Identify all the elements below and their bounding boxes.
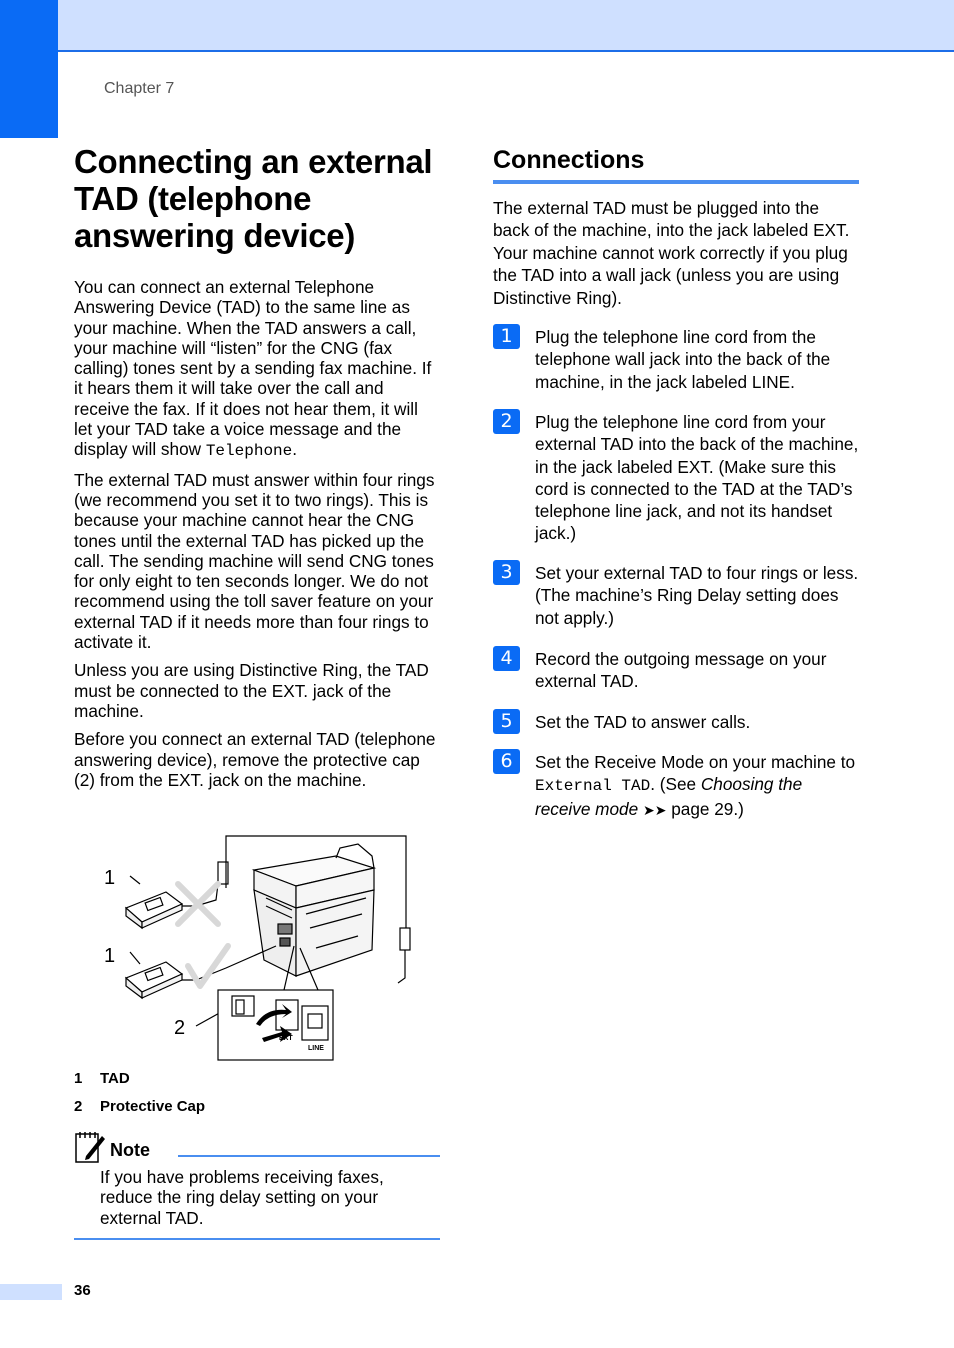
callout-2: 2 [174,1017,186,1039]
left-column [74,277,440,798]
callout-1: 1 [104,867,116,889]
note-title: Note [110,1140,150,1160]
paragraph-distinctive-ring: Unless you are using Distinctive Ring, the TAD must be connected to the EXT. jack of the machine. [74,660,429,721]
check-icon [188,946,228,986]
step-text: Plug the telephone line cord from your external TAD into the back of the machine, in the jack labeled EXT. (Make sure this cord is connected to the TAD at the TAD’s telephone line jack, and not its handset jack.) [535,412,859,544]
tad-icon [126,962,182,998]
paragraph-rings: The external TAD must answer within four rings (we recommend you set it to two rings). This is because your machine cannot hear the CNG tones until the external TAD has picked up the call. The sending machine will send CNG tones for only eight to ten seconds longer. We do not recommend using the toll saver feature on your external TAD if it needs more than four rings to activate it. [74,469,435,653]
cross-icon [178,884,218,924]
step-text: Set the TAD to answer calls. [535,712,751,732]
ext-label: EXT [279,1035,293,1042]
step-text: Set your external TAD to four rings or less. (The machine’s Ring Delay setting does not apply.) [535,563,859,628]
note-divider [178,1155,440,1157]
display-text: Telephone [205,442,293,461]
receive-mode-value: External TAD [535,777,651,796]
legend-item: 1 TAD [74,1070,130,1087]
connection-diagram [96,828,416,1066]
callout-1: 1 [104,945,116,967]
cross-reference: Choosing the receive mode [535,774,803,819]
page-tab [0,1284,62,1300]
note-pencil-icon [74,1130,106,1164]
step-number-badge: 6 [493,749,520,774]
section-divider [493,180,859,184]
header-band [0,0,954,52]
paragraph-protective-cap: Before you connect an external TAD (telephone answering device), remove the protective cap (2) from the EXT. jack on the machine. [74,729,436,790]
step-text: Set the Receive Mode on your machine to External TAD. (See Choosing the receive mode ➤➤ page 29.) [535,752,856,819]
page-number: 36 [74,1282,91,1299]
connections-intro: The external TAD must be plugged into the back of the machine, into the jack labeled EXT. Your machine cannot work correctly if you plug the TAD into a wall jack (unless you are using Distinctive Ring). [493,198,850,308]
step-number-badge: 2 [493,409,520,434]
figure-legend [74,1070,374,1126]
protective-cap-icon [232,996,254,1016]
tad-icon [126,892,182,928]
chapter-tab [0,0,58,138]
legend-item: 2 Protective Cap [74,1098,206,1115]
note-text: If you have problems receiving faxes, reduce the ring delay setting on your external TAD. [100,1167,384,1228]
double-arrow-icon: ➤➤ [642,802,667,819]
wall-jack-icon [400,928,410,950]
step-number-badge: 1 [493,324,520,349]
chapter-label: Chapter 7 [104,80,175,97]
step-number-badge: 3 [493,560,520,585]
line-label: LINE [308,1045,324,1052]
step-text: Plug the telephone line cord from the telephone wall jack into the back of the machine, in the jack labeled LINE. [535,327,831,392]
step-number-badge: 5 [493,709,520,734]
paragraph-intro: You can connect an external Telephone Answering Device (TAD) to the same line as your machine. When the TAD answers a call, your machine will “listen” for the CNG (fax calling) tones sent by a sending fax machine. If it hears them it will take over the call and receive the fax. If it does not hear them, it will let your TAD take a voice message and the display will show Telephone. [74,277,432,461]
printer-icon [254,844,374,976]
step-number-badge: 4 [493,646,520,671]
page-title: Connecting an external TAD (telephone answering device) [74,143,433,254]
section-title: Connections [493,146,645,174]
note-box [74,1130,440,1240]
step-text: Record the outgoing message on your external TAD. [535,649,827,692]
